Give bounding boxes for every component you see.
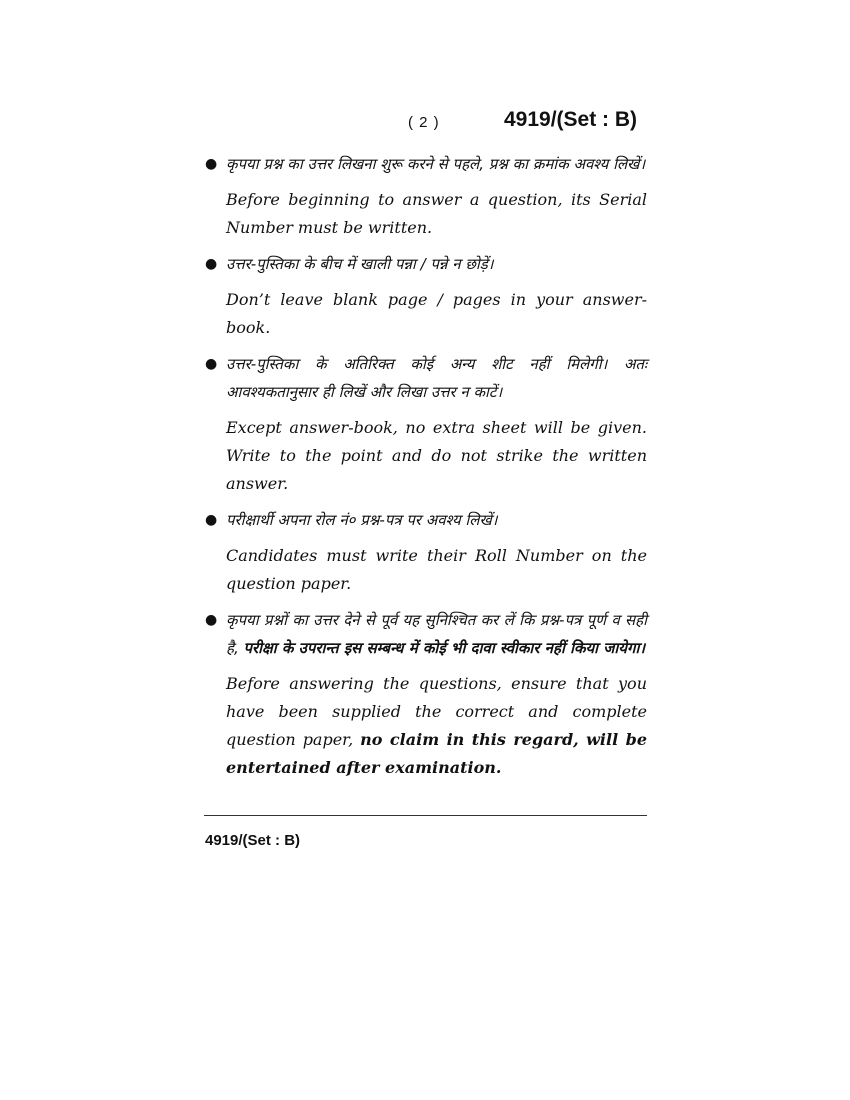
instructions-list — [200, 150, 647, 790]
instruction-hindi: परीक्षार्थी अपना रोल नं० प्रश्न-पत्र पर अवश्य लिखें। — [226, 511, 498, 529]
instruction-item — [200, 350, 647, 498]
footer-divider — [204, 815, 647, 816]
instruction-hindi: उत्तर-पुस्तिका के अतिरिक्त कोई अन्य शीट नहीं मिलेगी। अतः आवश्यकतानुसार ही लिखें और लिखा उत्तर न काटें। — [226, 355, 647, 401]
instruction-english — [226, 670, 647, 782]
paper-code-header: 4919/(Set : B) — [504, 108, 638, 131]
page-number: ( 2 ) — [408, 114, 440, 131]
instruction-english: Candidates must write their Roll Number on the question paper. — [226, 546, 647, 593]
instruction-english: Before beginning to answer a question, its Serial Number must be written. — [226, 190, 647, 237]
instruction-item — [200, 250, 647, 342]
instruction-english-emphasis: no claim in this regard, will be entertained after examination. — [226, 730, 648, 777]
instruction-hindi — [226, 606, 647, 662]
bullet-icon: ● — [205, 612, 218, 628]
instruction-hindi: उत्तर-पुस्तिका के बीच में खाली पन्ना / पन्ने न छोड़ें। — [226, 255, 494, 273]
bullet-icon: ● — [205, 512, 218, 528]
instruction-english-text: Before answering the questions, ensure that you have been supplied the correct and complete question paper, — [226, 674, 647, 749]
bullet-icon: ● — [205, 256, 218, 272]
instruction-item — [200, 506, 647, 598]
paper-code-footer: 4919/(Set : B) — [205, 832, 301, 849]
instruction-english: Don’t leave blank page / pages in your answer-book. — [226, 290, 647, 337]
instruction-hindi: कृपया प्रश्न का उत्तर लिखना शुरू करने से पहले, प्रश्न का क्रमांक अवश्य लिखें। — [226, 155, 646, 173]
bullet-icon: ● — [205, 156, 218, 172]
instruction-item — [200, 150, 647, 242]
instruction-english: Except answer-book, no extra sheet will be given. Write to the point and do not strike the written answer. — [226, 418, 647, 493]
bullet-icon: ● — [205, 356, 218, 372]
instruction-item — [200, 606, 647, 782]
instruction-hindi-text: कृपया प्रश्नों का उत्तर देने से पूर्व यह सुनिश्चित कर लें कि प्रश्न-पत्र पूर्ण व सही है, — [226, 611, 647, 657]
instruction-hindi-emphasis: परीक्षा के उपरान्त इस सम्बन्ध में कोई भी दावा स्वीकार नहीं किया जायेगा। — [243, 639, 646, 657]
